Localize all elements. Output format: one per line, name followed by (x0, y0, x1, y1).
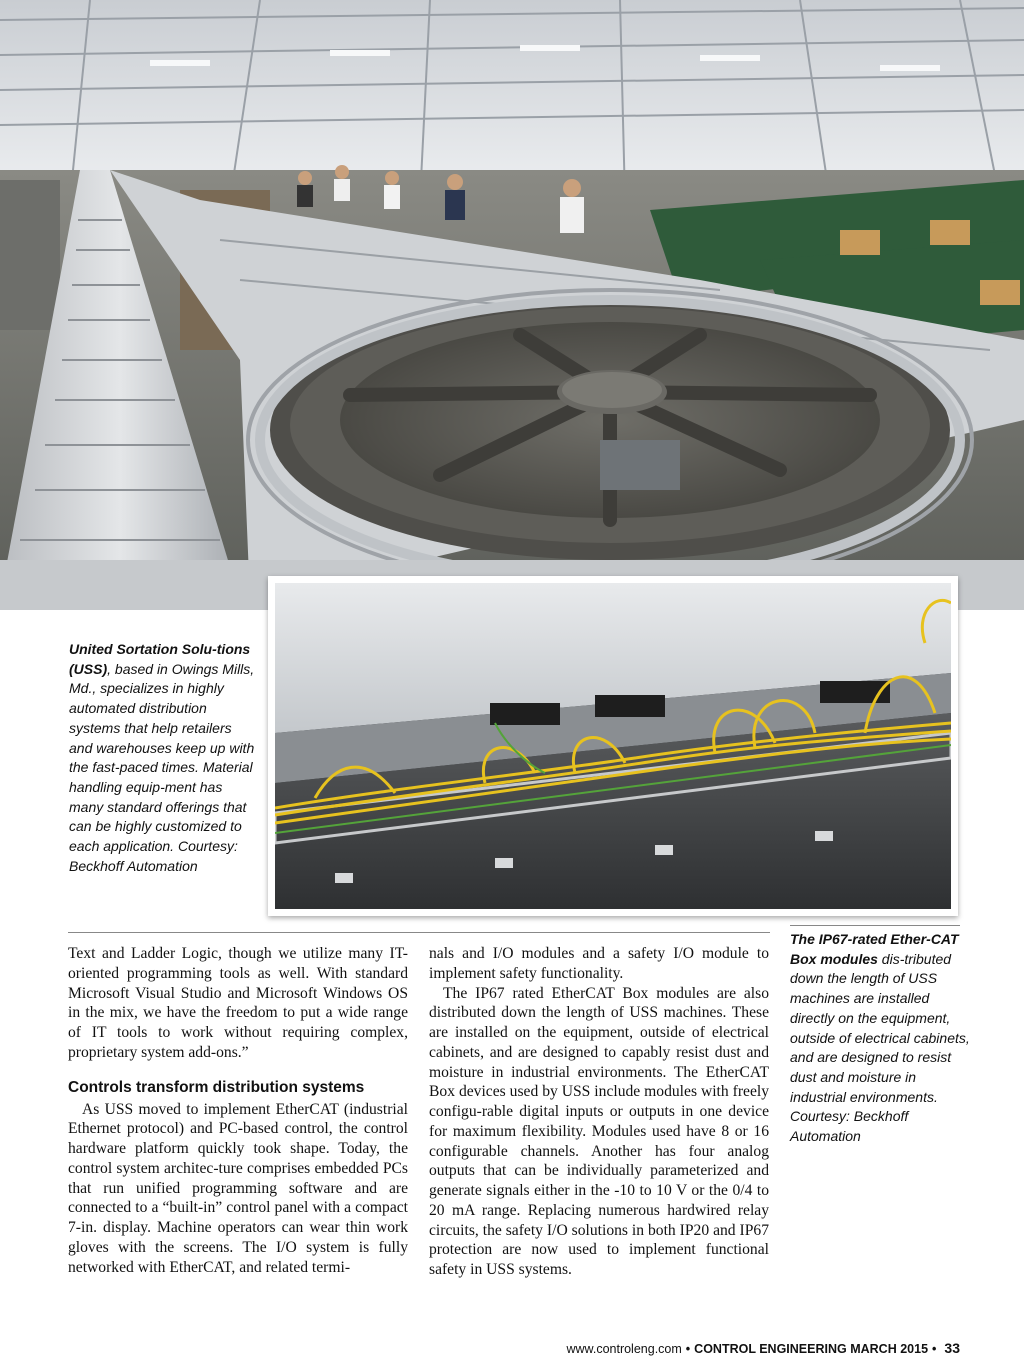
paragraph: The IP67 rated EtherCAT Box modules are also distributed down the length of USS machines. These are installed on the equipment, outside of electrical cabinets, and are designed to capably resist dust and moisture in industrial environments. The EtherCAT Box devices used by USS include modules with freely configu-rable digital inputs or outputs in one device for maximum flexibility. Modules used have 8 or 16 configurable channels. Another has four analog outputs that can be individually parameterized and generate signals either in the -10 to 10 V or the 0/4 to 20 mA range. Replacing numerous hardwired relay circuits, the safety I/O solutions in both IP20 and IP67 protection are now used to implement functional safety in USS systems. (429, 984, 769, 1278)
caption-text: dis-tributed down the length of USS machines are installed directly on the equipment, outside of electrical cabinets, and are designed to resist dust and moisture in industrial environments. Courtesy: Beckhoff Automation (790, 950, 970, 1145)
paragraph: nals and I/O modules and a safety I/O module to implement safety functionality. (429, 945, 769, 982)
bullet-separator: • (932, 1342, 937, 1356)
photo-caption-ethercat (790, 930, 970, 1147)
page-footer (490, 1340, 960, 1356)
page-number: 33 (944, 1340, 960, 1356)
article-column-1 (68, 944, 408, 1277)
paragraph: As USS moved to implement EtherCAT (industrial Ethernet protocol) and PC-based control, the control hardware platform quickly took shape. Today, the control system architec-ture comprises embedded PCs that run unified programming software and are connected to a “built-in” control panel with a compact 7-in. display. Machine operators can wear thin work gloves with the screens. The I/O system is fully networked with EtherCAT, and related termi- (68, 1100, 408, 1276)
caption-text: , based in Owings Mills, Md., specializes in highly automated distribution systems that help retailers and warehouses keep up with the fast-paced times. Material handling equip-ment has many standard offerings that can be highly customized to each application. Courtesy: Beckhoff Automation (69, 660, 255, 874)
column-divider (68, 932, 770, 933)
bullet-separator: • (685, 1342, 691, 1356)
photo-caption-uss (69, 640, 257, 876)
section-heading: Controls transform distribution systems (68, 1078, 365, 1096)
footer-issue: MARCH 2015 (850, 1342, 929, 1356)
article-column-2 (429, 944, 769, 1280)
footer-url: www.controleng.com (566, 1342, 682, 1356)
caption-bold-lead: The IP67-rated Ether-CAT Box modules (790, 931, 959, 967)
caption-bold-lead: United Sortation Solu-tions (USS) (69, 641, 251, 677)
paragraph: Text and Ladder Logic, though we utilize many IT-oriented programming tools as well. With standard Microsoft Visual Studio and Microsoft Windows OS in the mix, we have the freedom to put a wide range of IT tools to work without requiring complex, proprietary system add-ons.” (68, 945, 408, 1061)
caption-divider (790, 925, 960, 926)
footer-magazine: CONTROL ENGINEERING (694, 1342, 847, 1356)
ethercat-box-modules-photo (268, 576, 958, 916)
warehouse-conveyor-photo (0, 0, 1024, 610)
